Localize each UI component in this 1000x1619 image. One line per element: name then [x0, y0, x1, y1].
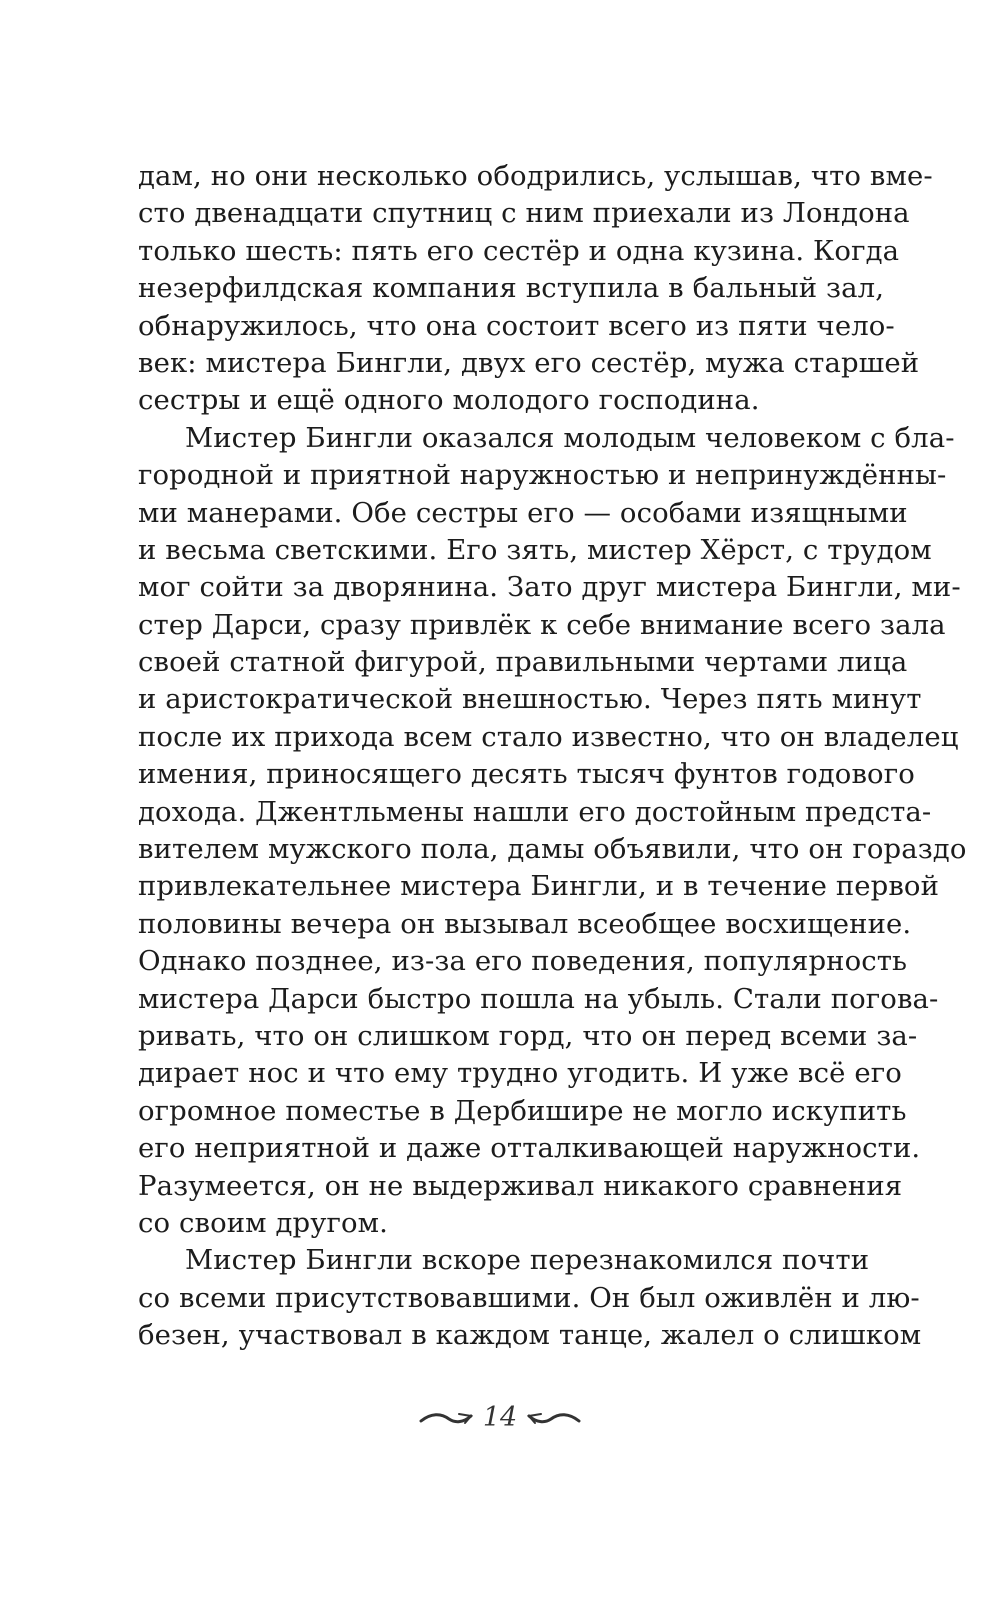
page-folio — [0, 1403, 1000, 1433]
text-line: ми манерами. Обе сестры его — особами изящными — [138, 496, 908, 529]
text-line: вителем мужского пола, дамы объявили, что он гораздо — [138, 833, 967, 866]
text-line: своей статной фигурой, правильными чертами лица — [138, 646, 908, 679]
paragraph — [138, 158, 933, 420]
text-line: половины вечера он вызывал всеобщее восхищение. — [138, 907, 912, 940]
paragraph — [138, 1242, 922, 1354]
text-line: мог сойти за дворянина. Зато друг мистера Бингли, ми- — [138, 571, 961, 604]
page-number: 14 — [482, 1402, 518, 1433]
text-line: его неприятной и даже отталкивающей наружности. — [138, 1132, 921, 1165]
text-line: дохода. Джентльмены нашли его достойным предста- — [138, 795, 932, 828]
text-line: Мистер Бингли оказался молодым человеком с бла- — [185, 421, 955, 454]
text-line: незерфилдская компания вступила в бальный зал, — [138, 272, 885, 305]
text-line: дам, но они несколько ободрились, услышав, что вме- — [138, 160, 933, 192]
text-line: огромное поместье в Дербишире не могло искупить — [138, 1094, 907, 1127]
text-line: век: мистера Бингли, двух его сестёр, мужа старшей — [138, 346, 920, 379]
text-line: обнаружилось, что она состоит всего из пяти чело- — [138, 309, 895, 342]
text-line: привлекательнее мистера Бингли, и в течение первой — [138, 870, 940, 903]
text-line: Разумеется, он не выдерживал никакого сравнения — [138, 1169, 903, 1202]
text-line: сестры и ещё одного молодого господина. — [138, 384, 760, 417]
text-line: безен, участвовал в каждом танце, жалел о слишком — [138, 1319, 922, 1352]
text-line: имения, приносящего десять тысяч фунтов годового — [138, 758, 915, 791]
left-flourish-icon — [419, 1408, 475, 1428]
text-line: дирает нос и что ему трудно угодить. И уже всё его — [138, 1057, 902, 1090]
text-line: мистера Дарси быстро пошла на убыль. Стали погова- — [138, 982, 939, 1015]
paragraph — [138, 420, 967, 1243]
text-line: Мистер Бингли вскоре перезнакомился почти — [185, 1244, 870, 1277]
body-text — [138, 158, 967, 1355]
text-line: и весьма светскими. Его зять, мистер Хёрст, с трудом — [138, 533, 932, 566]
right-flourish-icon — [525, 1408, 581, 1428]
text-line: сто двенадцати спутниц с ним приехали из Лондона — [138, 197, 910, 230]
text-line: городной и приятной наружностью и непринуждённы- — [138, 459, 947, 492]
text-line: и аристократической внешностью. Через пять минут — [138, 683, 922, 716]
text-line: со всеми присутствовавшими. Он был оживлён и лю- — [138, 1281, 920, 1314]
text-line: Однако позднее, из-за его поведения, популярность — [138, 945, 908, 978]
text-line: после их прихода всем стало известно, что он владелец — [138, 720, 959, 753]
text-line: ривать, что он слишком горд, что он перед всеми за- — [138, 1019, 918, 1052]
text-line: только шесть: пять его сестёр и одна кузина. Когда — [138, 234, 900, 267]
text-line: стер Дарси, сразу привлёк к себе внимание всего зала — [138, 608, 946, 641]
text-line: со своим другом. — [138, 1206, 389, 1239]
